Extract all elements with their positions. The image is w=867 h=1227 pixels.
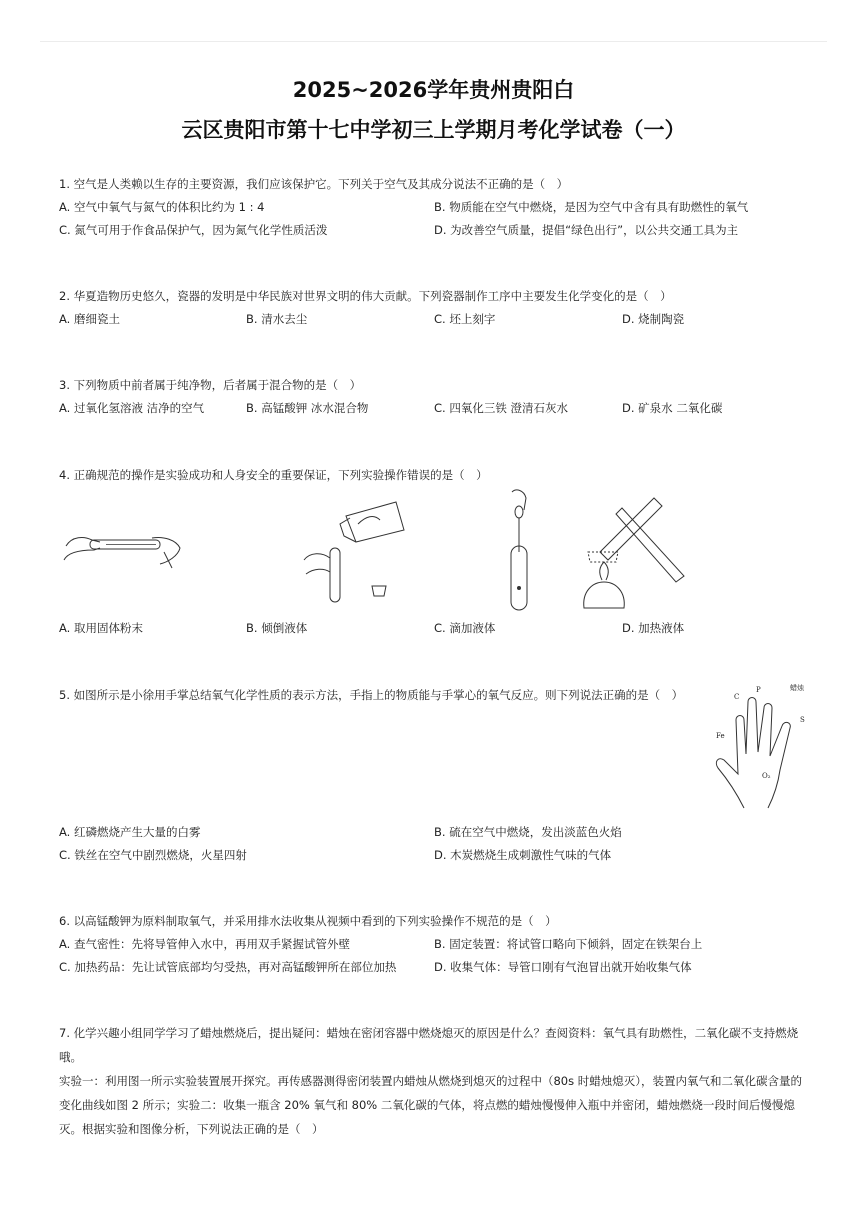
finger-label-p: P (756, 686, 761, 694)
q5-option-c[interactable]: C. 铁丝在空气中剧烈燃烧，火星四射 (59, 848, 247, 862)
exam-title-line2: 云区贵阳市第十七中学初三上学期月考化学试卷（一） (181, 118, 686, 142)
q2-stem: 2. 华夏造物历史悠久，瓷器的发明是中华民族对世界文明的伟大贡献。下列瓷器制作工序中主要发生化学变化的是（ ） (59, 289, 672, 303)
q1-option-b[interactable]: B. 物质能在空气中燃烧，是因为空气中含有具有助燃性的氧气 (434, 200, 749, 214)
tilted-test-tube (616, 508, 684, 582)
q4-figure-d-heating (578, 496, 690, 608)
q7-stem-line5: 灭。根据实验和图像分析，下列说法正确的是（ ） (59, 1122, 324, 1136)
flame (600, 562, 608, 580)
q7-stem-line2: 哦。 (59, 1050, 82, 1064)
q1-option-d[interactable]: D. 为改善空气质量，提倡“绿色出行”，以公共交通工具为主 (434, 223, 739, 237)
left-hand-fingers (64, 548, 100, 560)
q4-stem: 4. 正确规范的操作是实验成功和人身安全的重要保证，下列实验操作错误的是（ ） (59, 468, 488, 482)
finger-label-c: C (734, 693, 740, 701)
liquid-region (588, 552, 618, 562)
q7-stem-line3: 实验一：利用图一所示实验装置展开探究。再传感器测得密闭装置内蜡烛从燃烧到熄灭的过程中（80s 时蜡烛熄灭），装置内氧气和二氧化碳含量的 (59, 1074, 803, 1088)
palm-label-o2: O₂ (762, 772, 771, 780)
q1-option-c[interactable]: C. 氮气可用于作食品保护气，因为氮气化学性质活泼 (59, 223, 328, 237)
q3-option-b[interactable]: B. 高锰酸钾 冰水混合物 (246, 401, 369, 415)
q4-option-c[interactable]: C. 滴加液体 (434, 621, 496, 635)
page-top-rule (40, 41, 827, 42)
q5-option-d[interactable]: D. 木炭燃烧生成刺激性气味的气体 (434, 848, 612, 862)
finger-label-fe: Fe (716, 732, 725, 740)
dropper-bulb (515, 506, 523, 518)
q3-stem: 3. 下列物质中前者属于纯净物，后者属于混合物的是（ ） (59, 378, 362, 392)
q1-option-a[interactable]: A. 空气中氧气与氮气的体积比约为 1 : 4 (59, 200, 265, 214)
pouring-hand (358, 517, 380, 524)
q4-figure-a-powder (60, 526, 185, 576)
q2-option-a[interactable]: A. 磨细瓷土 (59, 312, 120, 326)
dropper-hand (512, 490, 526, 510)
right-hand-finger (164, 552, 172, 568)
q6-option-a[interactable]: A. 查气密性：先将导管伸入水中，再用双手紧握试管外壁 (59, 937, 350, 951)
q3-option-d[interactable]: D. 矿泉水 二氧化碳 (622, 401, 723, 415)
q4-figure-c-dropping (500, 488, 544, 614)
q3-option-a[interactable]: A. 过氧化氢溶液 洁净的空气 (59, 401, 205, 415)
droplet (518, 587, 521, 590)
holding-hand (304, 554, 330, 574)
test-tube-vertical (511, 546, 527, 610)
q4-figure-b-pouring (300, 498, 412, 610)
exam-title-line1: 2025~2026学年贵州贵阳白 (292, 78, 575, 102)
q6-option-c[interactable]: C. 加热药品：先让试管底部均匀受热，再对高锰酸钾所在部位加热 (59, 960, 397, 974)
q4-option-b[interactable]: B. 倾倒液体 (246, 621, 308, 635)
q2-option-d[interactable]: D. 烧制陶瓷 (622, 312, 685, 326)
q7-stem-line1: 7. 化学兴趣小组同学学习了蜡烛燃烧后，提出疑问：蜡烛在密闭容器中燃烧熄灭的原因是什么？查阅资料：氧气具有助燃性，二氧化碳不支持燃烧 (59, 1026, 799, 1040)
q4-option-a[interactable]: A. 取用固体粉末 (59, 621, 143, 635)
q6-stem: 6. 以高锰酸钾为原料制取氧气，并采用排水法收集从视频中看到的下列实验操作不规范的是（ ） (59, 914, 557, 928)
left-hand-outline (66, 538, 100, 546)
q1-stem: 1. 空气是人类赖以生存的主要资源，我们应该保护它。下列关于空气及其成分说法不正确的是（ ） (59, 177, 569, 191)
q5-option-b[interactable]: B. 硫在空气中燃烧，发出淡蓝色火焰 (434, 825, 622, 839)
hand-outline (716, 698, 790, 809)
q4-option-d[interactable]: D. 加热液体 (622, 621, 685, 635)
right-hand-outline (152, 537, 180, 564)
q3-option-c[interactable]: C. 四氧化三铁 澄清石灰水 (434, 401, 568, 415)
finger-label-candle: 蜡烛 (790, 684, 804, 692)
q5-hand-diagram (708, 680, 812, 812)
finger-label-s: S (800, 716, 805, 724)
alcohol-lamp (584, 582, 625, 608)
q7-stem-line4: 变化曲线如图 2 所示；实验二：收集一瓶含 20% 氧气和 80% 二氧化碳的气体，将点燃的蜡烛慢慢伸入瓶中并密闭，蜡烛燃烧一段时间后慢慢熄 (59, 1098, 795, 1112)
q6-option-b[interactable]: B. 固定装置：将试管口略向下倾斜，固定在铁架台上 (434, 937, 703, 951)
bottle-stopper (372, 586, 386, 596)
test-holder (600, 498, 662, 560)
reagent-bottle (346, 502, 404, 542)
q6-option-d[interactable]: D. 收集气体：导管口刚有气泡冒出就开始收集气体 (434, 960, 692, 974)
q2-option-b[interactable]: B. 清水去尘 (246, 312, 308, 326)
q5-option-a[interactable]: A. 红磷燃烧产生大量的白雾 (59, 825, 201, 839)
q5-stem: 5. 如图所示是小徐用手掌总结氧气化学性质的表示方法，手指上的物质能与手掌心的氧气反应。则下列说法正确的是（ ） (59, 688, 684, 702)
receiving-test-tube (330, 548, 340, 602)
q2-option-c[interactable]: C. 坯上刻字 (434, 312, 496, 326)
